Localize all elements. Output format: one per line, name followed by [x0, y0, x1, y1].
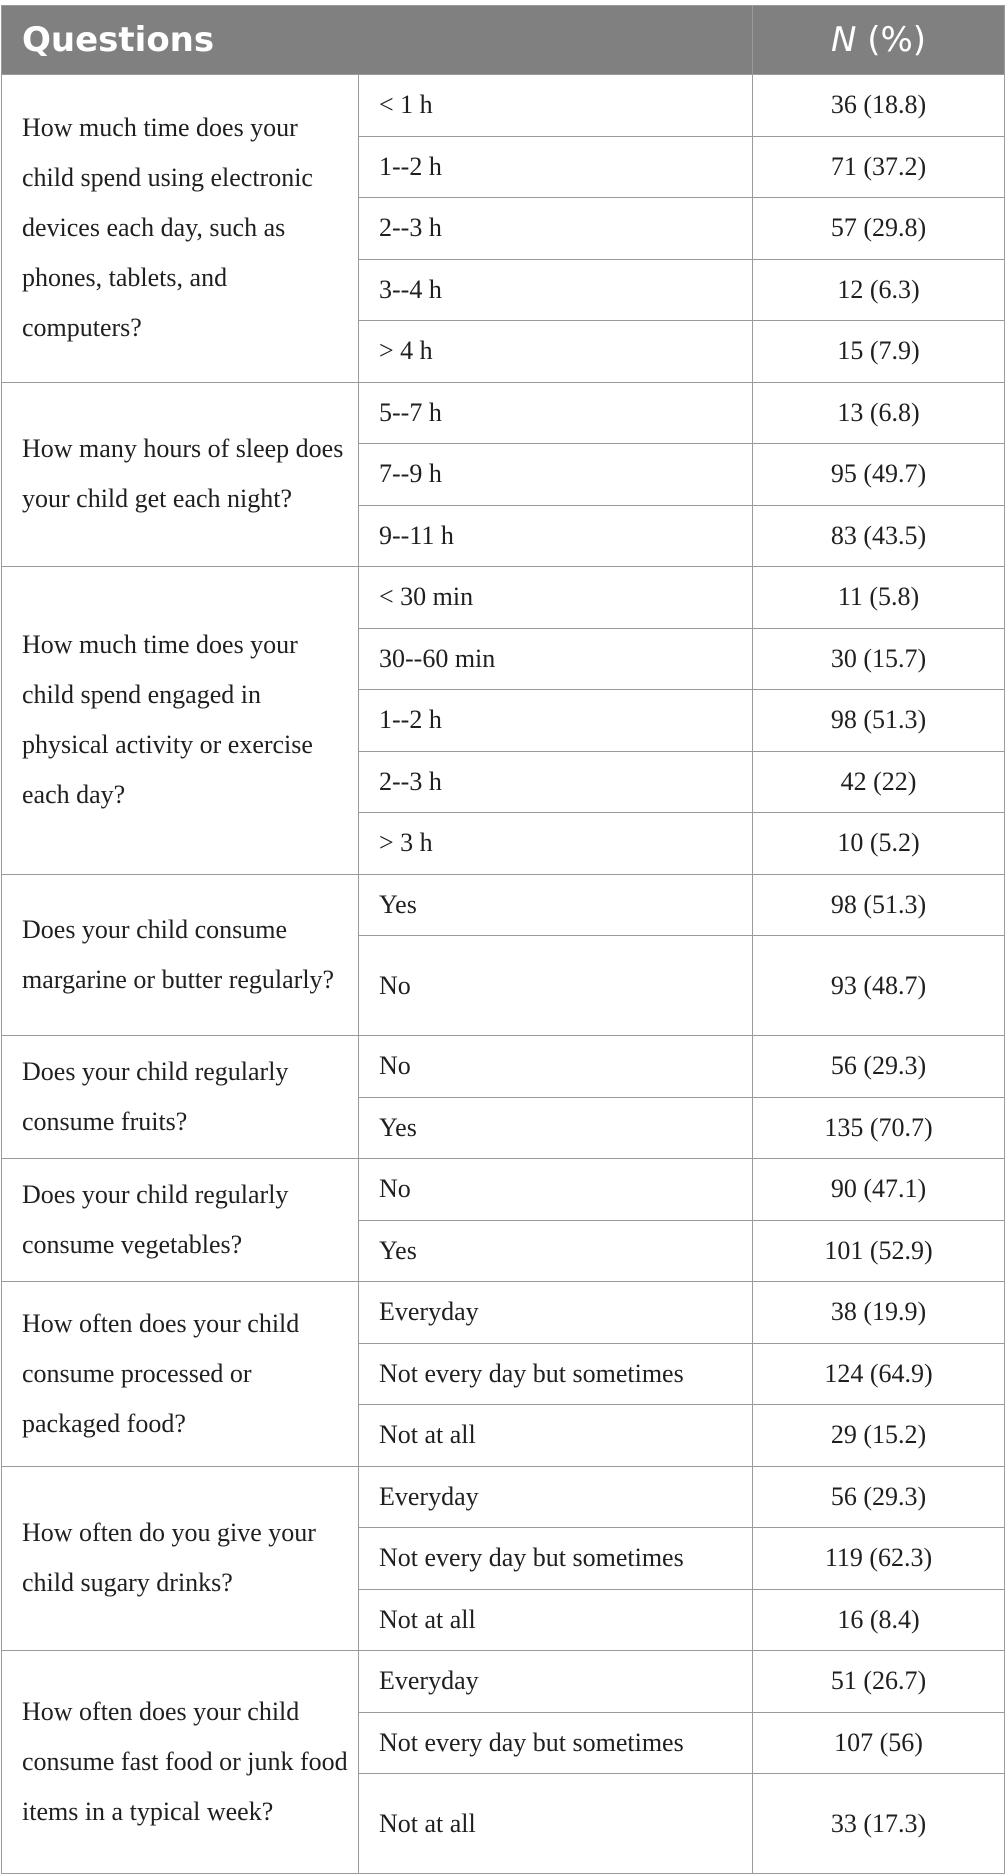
n-percent-header: [753, 6, 1005, 75]
answer-cell: 3--4 h: [359, 259, 753, 321]
table-row: [2, 1466, 1005, 1528]
answer-cell: 2--3 h: [359, 751, 753, 813]
value-cell: 11 (5.8): [753, 567, 1005, 629]
answer-cell: Yes: [359, 1220, 753, 1282]
answer-cell: 9--11 h: [359, 505, 753, 567]
value-cell: 33 (17.3): [753, 1774, 1005, 1874]
value-cell: 42 (22): [753, 751, 1005, 813]
answer-cell: Not every day but sometimes: [359, 1528, 753, 1590]
table-row: [2, 1036, 1005, 1098]
value-cell: 83 (43.5): [753, 505, 1005, 567]
header-row: [2, 6, 1005, 75]
question-cell: Does your child regularly consume vegetables?: [2, 1159, 359, 1282]
value-cell: 93 (48.7): [753, 936, 1005, 1036]
value-cell: 29 (15.2): [753, 1405, 1005, 1467]
table-row: [2, 1651, 1005, 1713]
table-body: [2, 75, 1005, 1874]
value-cell: 10 (5.2): [753, 813, 1005, 875]
value-cell: 36 (18.8): [753, 75, 1005, 137]
value-cell: 12 (6.3): [753, 259, 1005, 321]
value-cell: 107 (56): [753, 1712, 1005, 1774]
table-header: [2, 6, 1005, 75]
answer-cell: 30--60 min: [359, 628, 753, 690]
answer-cell: < 1 h: [359, 75, 753, 137]
value-cell: 90 (47.1): [753, 1159, 1005, 1221]
answer-cell: Everyday: [359, 1282, 753, 1344]
table-row: [2, 567, 1005, 629]
answer-cell: Yes: [359, 1097, 753, 1159]
question-cell: How often does your child consume fast food or junk food items in a typical week?: [2, 1651, 359, 1874]
question-cell: Does your child consume margarine or butter regularly?: [2, 874, 359, 1036]
question-cell: How much time does your child spend engaged in physical activity or exercise each day?: [2, 567, 359, 875]
answer-cell: Not at all: [359, 1589, 753, 1651]
table-row: [2, 382, 1005, 444]
survey-table: [1, 5, 1005, 1874]
value-cell: 56 (29.3): [753, 1036, 1005, 1098]
value-cell: 71 (37.2): [753, 136, 1005, 198]
value-cell: 135 (70.7): [753, 1097, 1005, 1159]
answer-cell: Not every day but sometimes: [359, 1712, 753, 1774]
answer-cell: Not at all: [359, 1774, 753, 1874]
answer-cell: No: [359, 1036, 753, 1098]
answer-cell: 5--7 h: [359, 382, 753, 444]
value-cell: 38 (19.9): [753, 1282, 1005, 1344]
value-cell: 57 (29.8): [753, 198, 1005, 260]
table-row: [2, 1282, 1005, 1344]
answer-cell: Everyday: [359, 1466, 753, 1528]
value-cell: 98 (51.3): [753, 690, 1005, 752]
answer-cell: Yes: [359, 874, 753, 936]
table-row: [2, 75, 1005, 137]
answer-cell: > 3 h: [359, 813, 753, 875]
answer-cell: 7--9 h: [359, 444, 753, 506]
table-row: [2, 1159, 1005, 1221]
questions-header: Questions: [2, 6, 753, 75]
value-cell: 15 (7.9): [753, 321, 1005, 383]
value-cell: 30 (15.7): [753, 628, 1005, 690]
percent-label: (%): [856, 20, 927, 60]
question-cell: How much time does your child spend using electronic devices each day, such as phones, tablets, and computers?: [2, 75, 359, 383]
question-cell: How often do you give your child sugary drinks?: [2, 1466, 359, 1651]
value-cell: 95 (49.7): [753, 444, 1005, 506]
question-cell: Does your child regularly consume fruits?: [2, 1036, 359, 1159]
value-cell: 51 (26.7): [753, 1651, 1005, 1713]
value-cell: 13 (6.8): [753, 382, 1005, 444]
question-cell: How many hours of sleep does your child get each night?: [2, 382, 359, 567]
answer-cell: 1--2 h: [359, 136, 753, 198]
answer-cell: Not at all: [359, 1405, 753, 1467]
table-row: [2, 874, 1005, 936]
answer-cell: Everyday: [359, 1651, 753, 1713]
value-cell: 56 (29.3): [753, 1466, 1005, 1528]
value-cell: 101 (52.9): [753, 1220, 1005, 1282]
value-cell: 16 (8.4): [753, 1589, 1005, 1651]
value-cell: 124 (64.9): [753, 1343, 1005, 1405]
value-cell: 98 (51.3): [753, 874, 1005, 936]
answer-cell: No: [359, 936, 753, 1036]
question-cell: How often does your child consume processed or packaged food?: [2, 1282, 359, 1467]
answer-cell: 2--3 h: [359, 198, 753, 260]
answer-cell: 1--2 h: [359, 690, 753, 752]
value-cell: 119 (62.3): [753, 1528, 1005, 1590]
answer-cell: > 4 h: [359, 321, 753, 383]
answer-cell: < 30 min: [359, 567, 753, 629]
answer-cell: No: [359, 1159, 753, 1221]
answer-cell: Not every day but sometimes: [359, 1343, 753, 1405]
n-label: N: [830, 20, 857, 60]
